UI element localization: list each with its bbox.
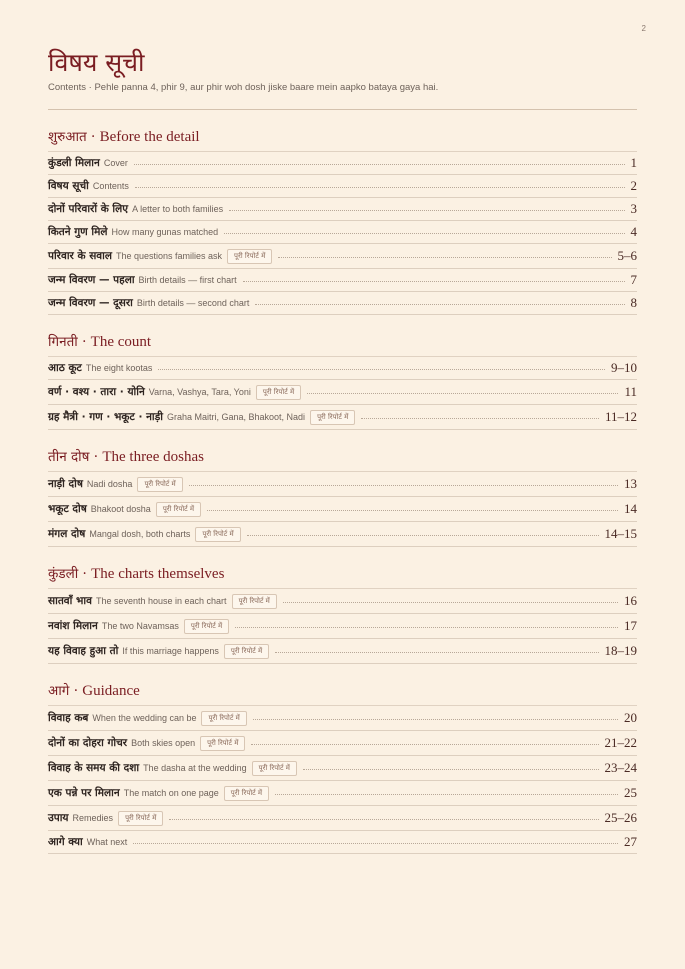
dot-leader	[283, 602, 618, 603]
entry-page-number: 14–15	[604, 526, 637, 541]
entry-title-english: What next	[86, 837, 128, 847]
entry-page-number: 11	[624, 384, 637, 399]
entry-title-hindi: एक पन्ने पर मिलान	[48, 787, 120, 799]
toc-entry[interactable]	[48, 589, 637, 614]
entry-title-english: When the wedding can be	[92, 713, 197, 723]
full-report-badge: पूरी रिपोर्ट में	[224, 644, 269, 659]
toc-entry[interactable]	[48, 292, 637, 315]
dot-leader	[135, 187, 625, 188]
toc-entry[interactable]	[48, 781, 637, 806]
entry-title-english: Bhakoot dosha	[90, 504, 151, 514]
section-heading-english: Guidance	[82, 683, 140, 699]
entry-title-hindi: विवाह के समय की दशा	[48, 762, 140, 774]
divider	[48, 109, 637, 110]
entry-title-hindi: कुंडली मिलान	[48, 157, 100, 169]
section-heading-hindi: तीन दोष ·	[48, 449, 99, 465]
section-heading-english: The three doshas	[102, 449, 204, 465]
contents-page	[48, 48, 637, 854]
dot-leader	[169, 819, 598, 820]
full-report-badge: पूरी रिपोर्ट में	[224, 786, 269, 801]
full-report-badge: पूरी रिपोर्ट में	[227, 249, 272, 264]
entry-title-english: Graha Maitri, Gana, Bhakoot, Nadi	[166, 412, 306, 422]
dot-leader	[247, 535, 599, 536]
dot-leader	[158, 369, 605, 370]
entry-title-english: The eight kootas	[85, 363, 153, 373]
entry-title-english: If this marriage happens	[122, 646, 219, 656]
entry-page-number: 2	[630, 178, 637, 193]
section-heading-english: The count	[90, 334, 152, 350]
dot-leader	[275, 652, 598, 653]
entry-title-hindi: यह विवाह हुआ तो	[48, 645, 119, 657]
dot-leader	[243, 281, 625, 282]
entry-page-number: 14	[624, 501, 637, 516]
entry-title-hindi: आठ कूट	[48, 362, 82, 374]
entry-title-hindi: नाड़ी दोष	[48, 478, 83, 490]
entry-page-number: 11–12	[604, 409, 637, 424]
toc-section	[48, 682, 637, 854]
toc-entry[interactable]	[48, 639, 637, 664]
entry-page-number: 20	[624, 710, 637, 725]
entry-page-number: 1	[630, 155, 637, 170]
full-report-badge: पूरी रिपोर्ट में	[232, 594, 277, 609]
toc-entry[interactable]	[48, 706, 637, 731]
entry-page-number: 16	[624, 593, 637, 608]
dot-leader	[255, 304, 624, 305]
entry-title-english: Cover	[103, 158, 128, 168]
section-heading	[48, 565, 637, 589]
toc-entry[interactable]	[48, 497, 637, 522]
entry-title-hindi: भकूट दोष	[48, 503, 87, 515]
toc-section	[48, 333, 637, 430]
section-heading-hindi: शुरुआत ·	[48, 129, 96, 145]
entry-title-hindi: विवाह कब	[48, 712, 89, 724]
toc-entry[interactable]	[48, 244, 637, 269]
entry-title-hindi: विषय सूची	[48, 180, 89, 192]
entry-title-hindi: परिवार के सवाल	[48, 250, 112, 262]
entry-title-hindi: दोनों परिवारों के लिए	[48, 203, 129, 215]
entry-page-number: 9–10	[611, 360, 637, 375]
entry-title-english: The seventh house in each chart	[95, 596, 227, 606]
entry-page-number: 13	[624, 476, 637, 491]
full-report-badge: पूरी रिपोर्ट में	[195, 527, 240, 542]
dot-leader	[235, 627, 618, 628]
entry-page-number: 21–22	[604, 735, 637, 750]
dot-leader	[207, 510, 618, 511]
entry-title-hindi: दोनों का दोहरा गोचर	[48, 737, 128, 749]
toc-entry[interactable]	[48, 806, 637, 831]
toc-entry[interactable]	[48, 405, 637, 430]
dot-leader	[303, 769, 599, 770]
toc-entry[interactable]	[48, 756, 637, 781]
dot-leader	[133, 843, 618, 844]
entry-page-number: 23–24	[604, 760, 637, 775]
toc-entry[interactable]	[48, 357, 637, 380]
entry-title-hindi: उपाय	[48, 812, 69, 824]
toc-entry[interactable]	[48, 380, 637, 405]
entry-title-english: The questions families ask	[115, 251, 223, 261]
entry-page-number: 18–19	[604, 643, 637, 658]
entry-title-hindi: वर्ण · वश्य · तारा · योनि	[48, 386, 145, 398]
entry-title-english: Varna, Vashya, Tara, Yoni	[148, 387, 251, 397]
entry-title-english: Birth details — first chart	[138, 275, 237, 285]
entry-title-hindi: कितने गुण मिले	[48, 226, 108, 238]
entry-page-number: 27	[624, 834, 637, 849]
dot-leader	[253, 719, 618, 720]
section-heading-hindi: कुंडली ·	[48, 566, 87, 582]
entry-page-number: 25–26	[604, 810, 637, 825]
entry-title-hindi: नवांश मिलान	[48, 620, 98, 632]
entry-title-hindi: आगे क्या	[48, 836, 83, 848]
full-report-badge: पूरी रिपोर्ट में	[118, 811, 163, 826]
entry-title-english: Remedies	[72, 813, 114, 823]
toc-entry[interactable]	[48, 472, 637, 497]
entry-title-english: Contents	[92, 181, 129, 191]
full-report-badge: पूरी रिपोर्ट में	[200, 736, 245, 751]
toc-entry[interactable]	[48, 198, 637, 221]
dot-leader	[134, 164, 625, 165]
dot-leader	[224, 233, 624, 234]
full-report-badge: पूरी रिपोर्ट में	[256, 385, 301, 400]
toc-sections	[48, 128, 637, 854]
dot-leader	[189, 485, 618, 486]
entry-title-hindi: मंगल दोष	[48, 528, 86, 540]
toc-entry[interactable]	[48, 522, 637, 547]
full-report-badge: पूरी रिपोर्ट में	[156, 502, 201, 517]
dot-leader	[275, 794, 618, 795]
entry-title-hindi: सातवाँ भाव	[48, 595, 92, 607]
page-subtitle: Contents · Pehle panna 4, phir 9, aur phir woh dosh jiske baare mein aapko bataya gaya hai.	[48, 82, 439, 93]
toc-section	[48, 448, 637, 547]
toc-entry[interactable]	[48, 731, 637, 756]
entry-page-number: 3	[630, 201, 637, 216]
entry-page-number: 5–6	[617, 248, 637, 263]
page-title: विषय सूची	[48, 48, 145, 77]
entry-title-english: Nadi dosha	[86, 479, 133, 489]
section-heading-hindi: गिनती ·	[48, 334, 87, 350]
section-heading-english: Before the detail	[99, 129, 200, 145]
full-report-badge: पूरी रिपोर्ट में	[252, 761, 297, 776]
entry-page-number: 17	[624, 618, 637, 633]
full-report-badge: पूरी रिपोर्ट में	[184, 619, 229, 634]
dot-leader	[307, 393, 618, 394]
section-heading	[48, 682, 637, 706]
dot-leader	[278, 257, 611, 258]
entry-title-english: How many gunas matched	[111, 227, 219, 237]
toc-section	[48, 565, 637, 664]
section-heading-english: The charts themselves	[91, 566, 225, 582]
entry-page-number: 4	[630, 224, 637, 239]
entry-title-english: The two Navamsas	[101, 621, 179, 631]
full-report-badge: पूरी रिपोर्ट में	[310, 410, 355, 425]
section-heading-hindi: आगे ·	[48, 683, 78, 699]
entry-page-number: 8	[630, 295, 637, 310]
section-heading	[48, 448, 637, 472]
entry-title-english: Mangal dosh, both charts	[89, 529, 191, 539]
page-number: 2	[641, 24, 646, 33]
entry-page-number: 25	[624, 785, 637, 800]
entry-title-english: The dasha at the wedding	[143, 763, 247, 773]
full-report-badge: पूरी रिपोर्ट में	[201, 711, 246, 726]
toc-entry[interactable]	[48, 831, 637, 854]
toc-entry[interactable]	[48, 221, 637, 244]
entry-page-number: 7	[630, 272, 637, 287]
entry-title-hindi: ग्रह मैत्री · गण · भकूट · नाड़ी	[48, 411, 163, 423]
dot-leader	[251, 744, 598, 745]
toc-section	[48, 128, 637, 315]
dot-leader	[361, 418, 599, 419]
entry-title-english: Both skies open	[131, 738, 196, 748]
toc-entry[interactable]	[48, 269, 637, 292]
toc-entry[interactable]	[48, 614, 637, 639]
entry-title-english: Birth details — second chart	[136, 298, 250, 308]
section-heading	[48, 333, 637, 357]
section-heading	[48, 128, 637, 152]
entry-title-hindi: जन्म विवरण — दूसरा	[48, 297, 133, 309]
entry-title-hindi: जन्म विवरण — पहला	[48, 274, 135, 286]
entry-title-english: The match on one page	[123, 788, 219, 798]
full-report-badge: पूरी रिपोर्ट में	[137, 477, 182, 492]
entry-title-english: A letter to both families	[132, 204, 224, 214]
toc-entry[interactable]	[48, 152, 637, 175]
dot-leader	[229, 210, 624, 211]
toc-entry[interactable]	[48, 175, 637, 198]
